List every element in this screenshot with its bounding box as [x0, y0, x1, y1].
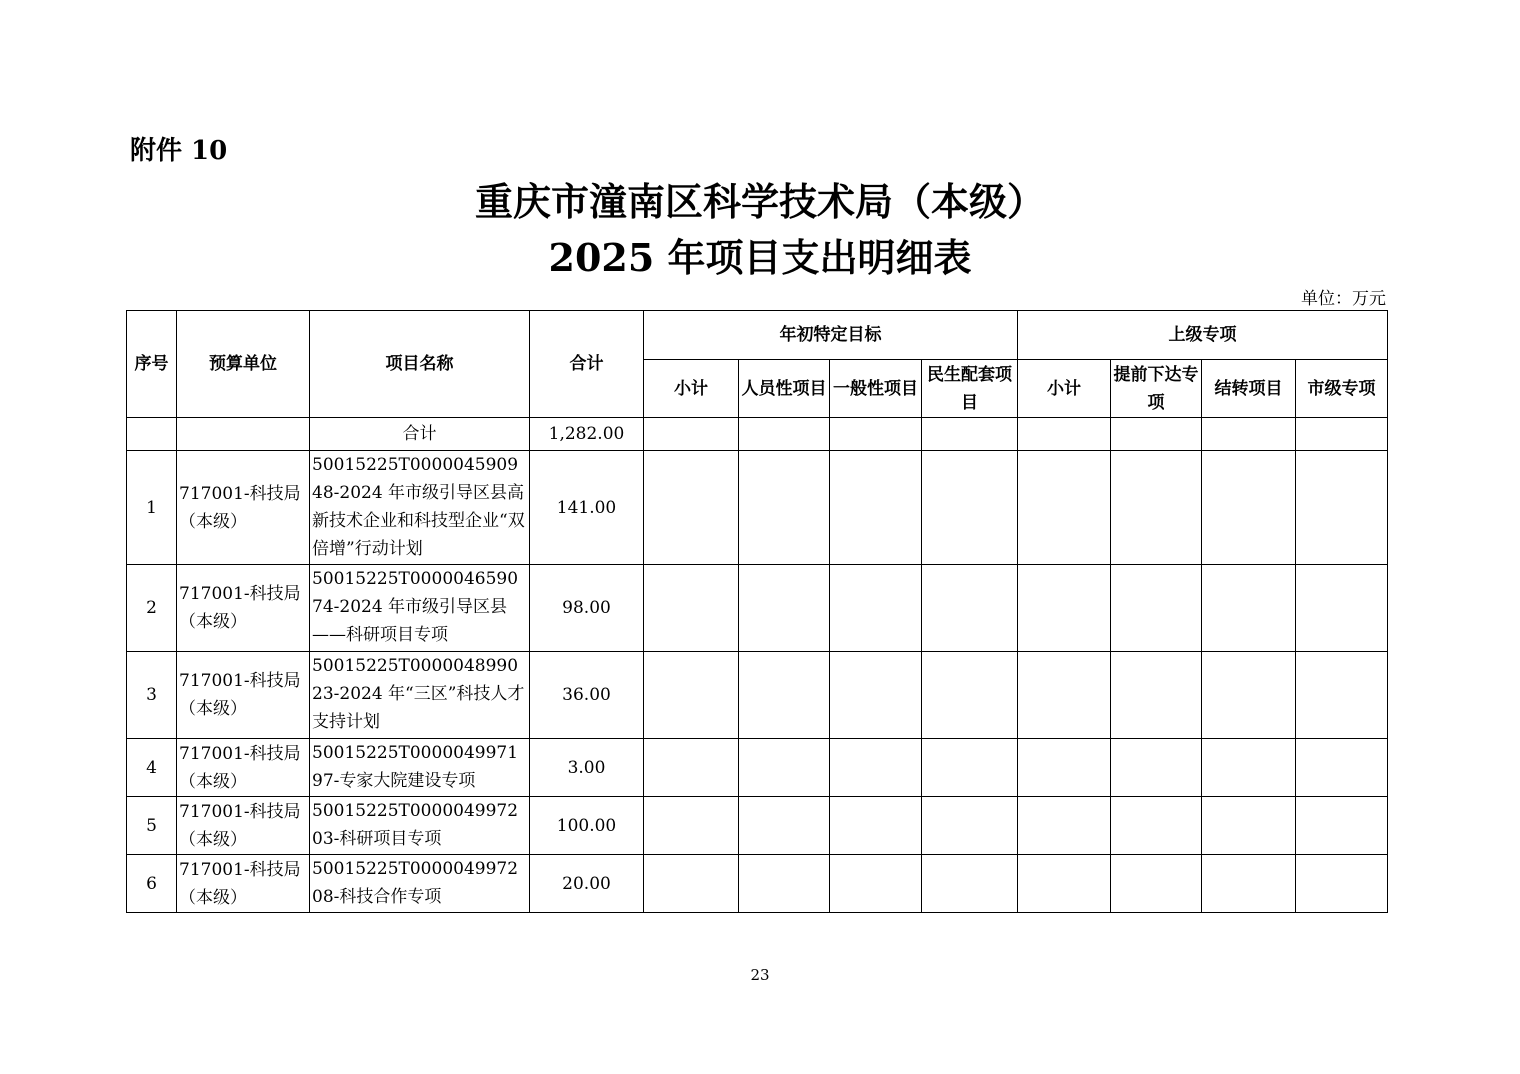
- header-municipal: 市级专项: [1296, 360, 1388, 418]
- total-label: 合计: [310, 418, 530, 451]
- row-unit: 717001-科技局（本级）: [177, 855, 310, 913]
- header-general: 一般性项目: [830, 360, 922, 418]
- row-seq: 2: [127, 565, 177, 652]
- total-amount: 1,282.00: [530, 418, 644, 451]
- header-unit: 预算单位: [177, 311, 310, 418]
- row-amount: 20.00: [530, 855, 644, 913]
- header-upper-subtotal: 小计: [1018, 360, 1111, 418]
- row-project-name: 50015225T000004997208-科技合作专项: [310, 855, 530, 913]
- row-amount: 141.00: [530, 451, 644, 565]
- header-initial-subtotal: 小计: [644, 360, 739, 418]
- attachment-label: 附件 10: [130, 136, 228, 166]
- header-advance: 提前下达专项: [1111, 360, 1202, 418]
- row-project-name: 50015225T000004997203-科研项目专项: [310, 797, 530, 855]
- header-seq: 序号: [127, 311, 177, 418]
- total-row: [127, 418, 1388, 451]
- header-group-upper: 上级专项: [1018, 311, 1388, 360]
- table-row: [127, 797, 1388, 855]
- row-unit: 717001-科技局（本级）: [177, 739, 310, 797]
- row-amount: 98.00: [530, 565, 644, 652]
- row-amount: 36.00: [530, 652, 644, 739]
- table-row: [127, 652, 1388, 739]
- header-livelihood: 民生配套项目: [922, 360, 1018, 418]
- row-seq: 4: [127, 739, 177, 797]
- row-seq: 6: [127, 855, 177, 913]
- header-name: 项目名称: [310, 311, 530, 418]
- table-row: [127, 739, 1388, 797]
- row-seq: 5: [127, 797, 177, 855]
- row-unit: 717001-科技局（本级）: [177, 797, 310, 855]
- table-row: [127, 451, 1388, 565]
- row-project-name: 50015225T000004659074-2024 年市级引导区县——科研项目专项: [310, 565, 530, 652]
- header-carryover: 结转项目: [1202, 360, 1296, 418]
- row-project-name: 50015225T000004899023-2024 年“三区”科技人才支持计划: [310, 652, 530, 739]
- row-unit: 717001-科技局（本级）: [177, 565, 310, 652]
- header-total: 合计: [530, 311, 644, 418]
- row-seq: 1: [127, 451, 177, 565]
- header-group-initial: 年初特定目标: [644, 311, 1018, 360]
- page-number: 23: [750, 966, 770, 984]
- row-project-name: 50015225T000004997197-专家大院建设专项: [310, 739, 530, 797]
- table-row: [127, 855, 1388, 913]
- page-title: 重庆市潼南区科学技术局（本级）: [474, 179, 1045, 224]
- row-unit: 717001-科技局（本级）: [177, 652, 310, 739]
- row-amount: 100.00: [530, 797, 644, 855]
- row-seq: 3: [127, 652, 177, 739]
- table-row: [127, 565, 1388, 652]
- unit-label: 单位：万元: [1301, 289, 1386, 309]
- budget-table: [126, 310, 1388, 913]
- row-project-name: 50015225T000004590948-2024 年市级引导区县高新技术企业和科技型企业“双倍增”行动计划: [310, 451, 530, 565]
- header-personnel: 人员性项目: [739, 360, 830, 418]
- row-unit: 717001-科技局（本级）: [177, 451, 310, 565]
- row-amount: 3.00: [530, 739, 644, 797]
- page-subtitle: 2025 年项目支出明细表: [548, 235, 972, 280]
